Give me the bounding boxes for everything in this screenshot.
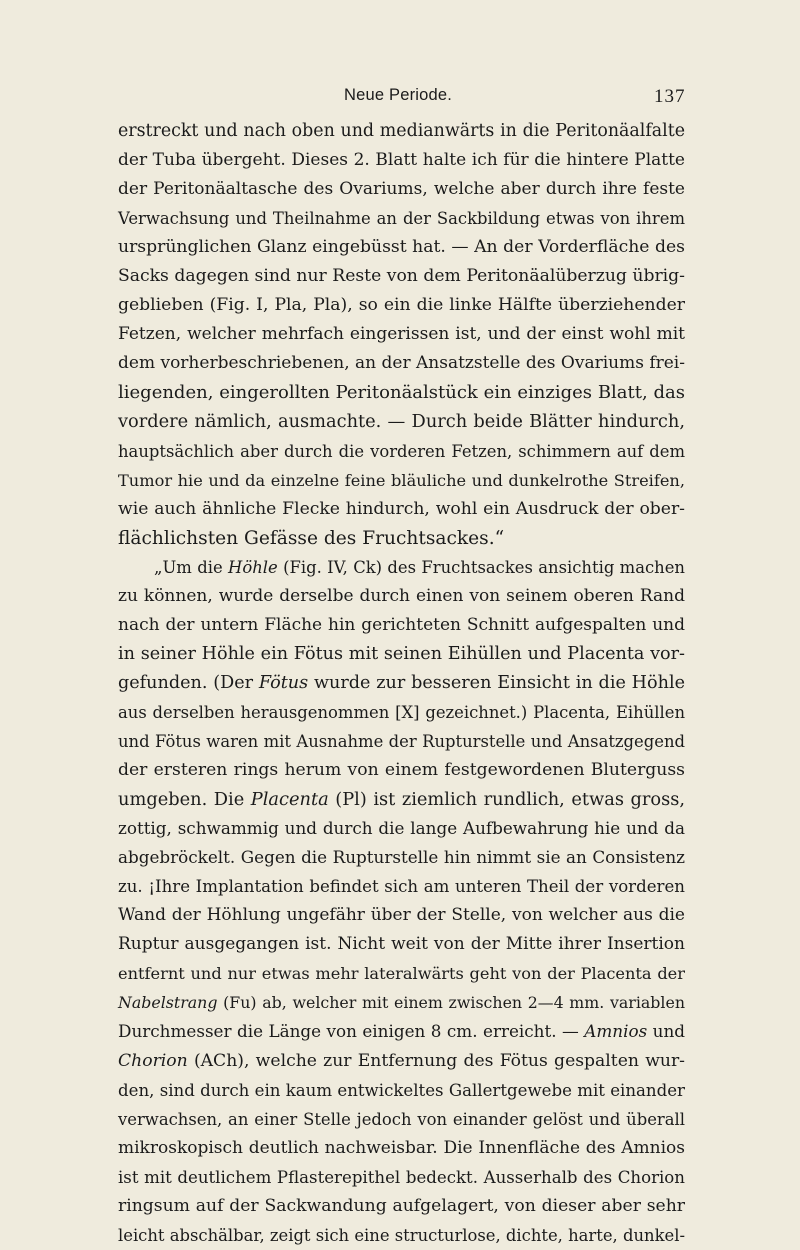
running-head <box>0 86 800 110</box>
text-segment: hauptsächlich aber durch die vorderen Fetzen, schimmern auf dem <box>118 441 685 461</box>
text-segment: leicht abschälbar, zeigt sich eine structurlose, dichte, harte, dunkel- <box>118 1225 685 1245</box>
page-number: 137 <box>654 86 686 107</box>
text-line <box>118 378 685 407</box>
text-line <box>118 1017 685 1046</box>
text-segment: Verwachsung und Theilnahme an der Sackbildung etwas von ihrem <box>118 209 685 229</box>
text-line <box>118 698 685 727</box>
text-segment: wurde zur besseren Einsicht in die Höhle <box>308 672 685 693</box>
text-segment: Ruptur ausgegangen ist. Nicht weit von der Mitte ihrer Insertion <box>118 934 685 955</box>
text-segment: nach der untern Fläche hin gerichteten Schnitt aufgespalten und <box>118 614 685 635</box>
text-segment: wie auch ähnliche Flecke hindurch, wohl ein Ausdruck der ober- <box>118 498 685 519</box>
text-segment: und Fötus waren mit Ausnahme der Rupturstelle und Ansatzgegend <box>118 731 685 751</box>
text-segment: ist mit deutlichem Pflasterepithel bedeckt. Ausserhalb des Chorion <box>118 1167 685 1187</box>
text-line <box>118 843 685 872</box>
italic-term: Fötus <box>258 672 309 693</box>
text-segment: ursprünglichen Glanz eingebüsst hat. — An der Vorderfläche des <box>118 237 685 258</box>
text-segment: (ACh), welche zur Entfernung des Fötus gespalten wur- <box>187 1050 685 1071</box>
text-line <box>118 233 685 262</box>
text-segment: (Fu) ab, welcher mit einem zwischen 2—4 mm. variablen <box>217 993 685 1013</box>
text-segment: ringsum auf der Sackwandung aufgelagert, von dieser aber sehr <box>118 1195 685 1216</box>
text-segment: dem vorherbeschriebenen, an der Ansatzstelle des Ovariums frei- <box>118 353 685 374</box>
text-line <box>118 320 685 349</box>
text-segment: Tumor hie und da einzelne feine bläuliche und dunkelrothe Streifen, <box>118 470 685 490</box>
text-segment: in seiner Höhle ein Fötus mit seinen Eihüllen und Placenta vor- <box>118 643 685 664</box>
italic-term: Höhle <box>228 557 278 577</box>
text-line <box>118 1047 685 1076</box>
text-line <box>118 1192 685 1221</box>
text-segment: mikroskopisch deutlich nachweisbar. Die Innenfläche des Amnios <box>118 1137 685 1158</box>
text-segment: Fetzen, welcher mehrfach eingerissen ist, und der einst wohl mit <box>118 324 685 345</box>
italic-term: Amnios <box>584 1021 648 1042</box>
text-line <box>118 582 685 611</box>
text-line <box>118 204 685 233</box>
text-segment: der Peritonäaltasche des Ovariums, welche aber durch ihre feste <box>118 179 685 200</box>
text-segment: geblieben (Fig. I, Pla, Pla), so ein die linke Hälfte überziehender <box>118 295 685 316</box>
text-line <box>118 1134 685 1163</box>
text-line <box>118 117 685 146</box>
text-segment: und <box>647 1021 685 1042</box>
text-segment: abgebröckelt. Gegen die Rupturstelle hin nimmt sie an Consistenz <box>118 847 685 868</box>
text-line <box>118 553 685 582</box>
text-line <box>118 727 685 756</box>
text-segment: zu können, wurde derselbe durch einen von seinem oberen Rand <box>118 585 685 606</box>
text-line <box>118 785 685 814</box>
text-segment: Durchmesser die Länge von einigen 8 cm. erreicht. — <box>118 1021 585 1042</box>
text-line <box>118 669 685 698</box>
text-line <box>118 872 685 901</box>
text-segment: zu. ¡Ihre Implantation befindet sich am unteren Theil der vorderen <box>118 877 685 897</box>
text-line <box>118 640 685 669</box>
text-segment: der Tuba übergeht. Dieses 2. Blatt halte ich für die hintere Platte <box>118 150 685 171</box>
text-segment: (Pl) ist ziemlich rundlich, etwas gross, <box>328 789 685 811</box>
text-segment: (Fig. IV, Ck) des Fruchtsackes ansichtig machen <box>277 557 685 577</box>
text-segment: den, sind durch ein kaum entwickeltes Gallertgewebe mit einander <box>118 1080 685 1100</box>
text-segment: verwachsen, an einer Stelle jedoch von einander gelöst und überall <box>118 1109 685 1129</box>
italic-term: Chorion <box>118 1050 188 1071</box>
text-line <box>118 349 685 378</box>
text-line <box>118 1163 685 1192</box>
text-line <box>118 495 685 524</box>
text-line <box>118 146 685 175</box>
text-line <box>118 262 685 291</box>
text-line <box>118 814 685 843</box>
text-line <box>118 1105 685 1134</box>
text-line <box>118 1221 685 1250</box>
text-segment: der ersteren rings herum von einem festgewordenen Bluterguss <box>118 760 685 781</box>
text-line <box>118 901 685 930</box>
text-segment: flächlichsten Gefässe des Fruchtsackes.“ <box>118 527 505 549</box>
text-line <box>118 988 685 1017</box>
text-segment: Wand der Höhlung ungefähr über der Stelle, von welcher aus die <box>118 905 685 926</box>
body-text <box>118 117 685 1250</box>
text-segment: erstreckt und nach oben und medianwärts in die Peritonäalfalte <box>118 121 685 141</box>
text-line <box>118 524 685 553</box>
text-segment: „Um die <box>154 557 229 577</box>
text-line <box>118 407 685 436</box>
text-segment: liegenden, eingerollten Peritonäalstück ein einziges Blatt, das <box>118 382 685 404</box>
running-title: Neue Periode. <box>344 86 453 104</box>
text-segment: gefunden. (Der <box>118 672 259 693</box>
text-line <box>118 756 685 785</box>
italic-term: Placenta <box>250 789 329 811</box>
text-line <box>118 611 685 640</box>
text-line <box>118 1076 685 1105</box>
italic-term: Nabelstrang <box>118 993 218 1013</box>
text-line <box>118 291 685 320</box>
text-segment: umgeben. Die <box>118 789 251 811</box>
text-line <box>118 930 685 959</box>
text-segment: vordere nämlich, ausmachte. — Durch beide Blätter hindurch, <box>118 411 685 433</box>
text-segment: zottig, schwammig und durch die lange Aufbewahrung hie und da <box>118 818 685 839</box>
text-line <box>118 466 685 495</box>
text-line <box>118 175 685 204</box>
text-line <box>118 437 685 466</box>
text-segment: entfernt und nur etwas mehr lateralwärts geht von der Placenta der <box>118 964 685 984</box>
text-segment: aus derselben herausgenommen [X] gezeichnet.) Placenta, Eihüllen <box>118 702 685 722</box>
text-segment: Sacks dagegen sind nur Reste von dem Peritonäalüberzug übrig- <box>118 266 685 287</box>
text-line <box>118 959 685 988</box>
